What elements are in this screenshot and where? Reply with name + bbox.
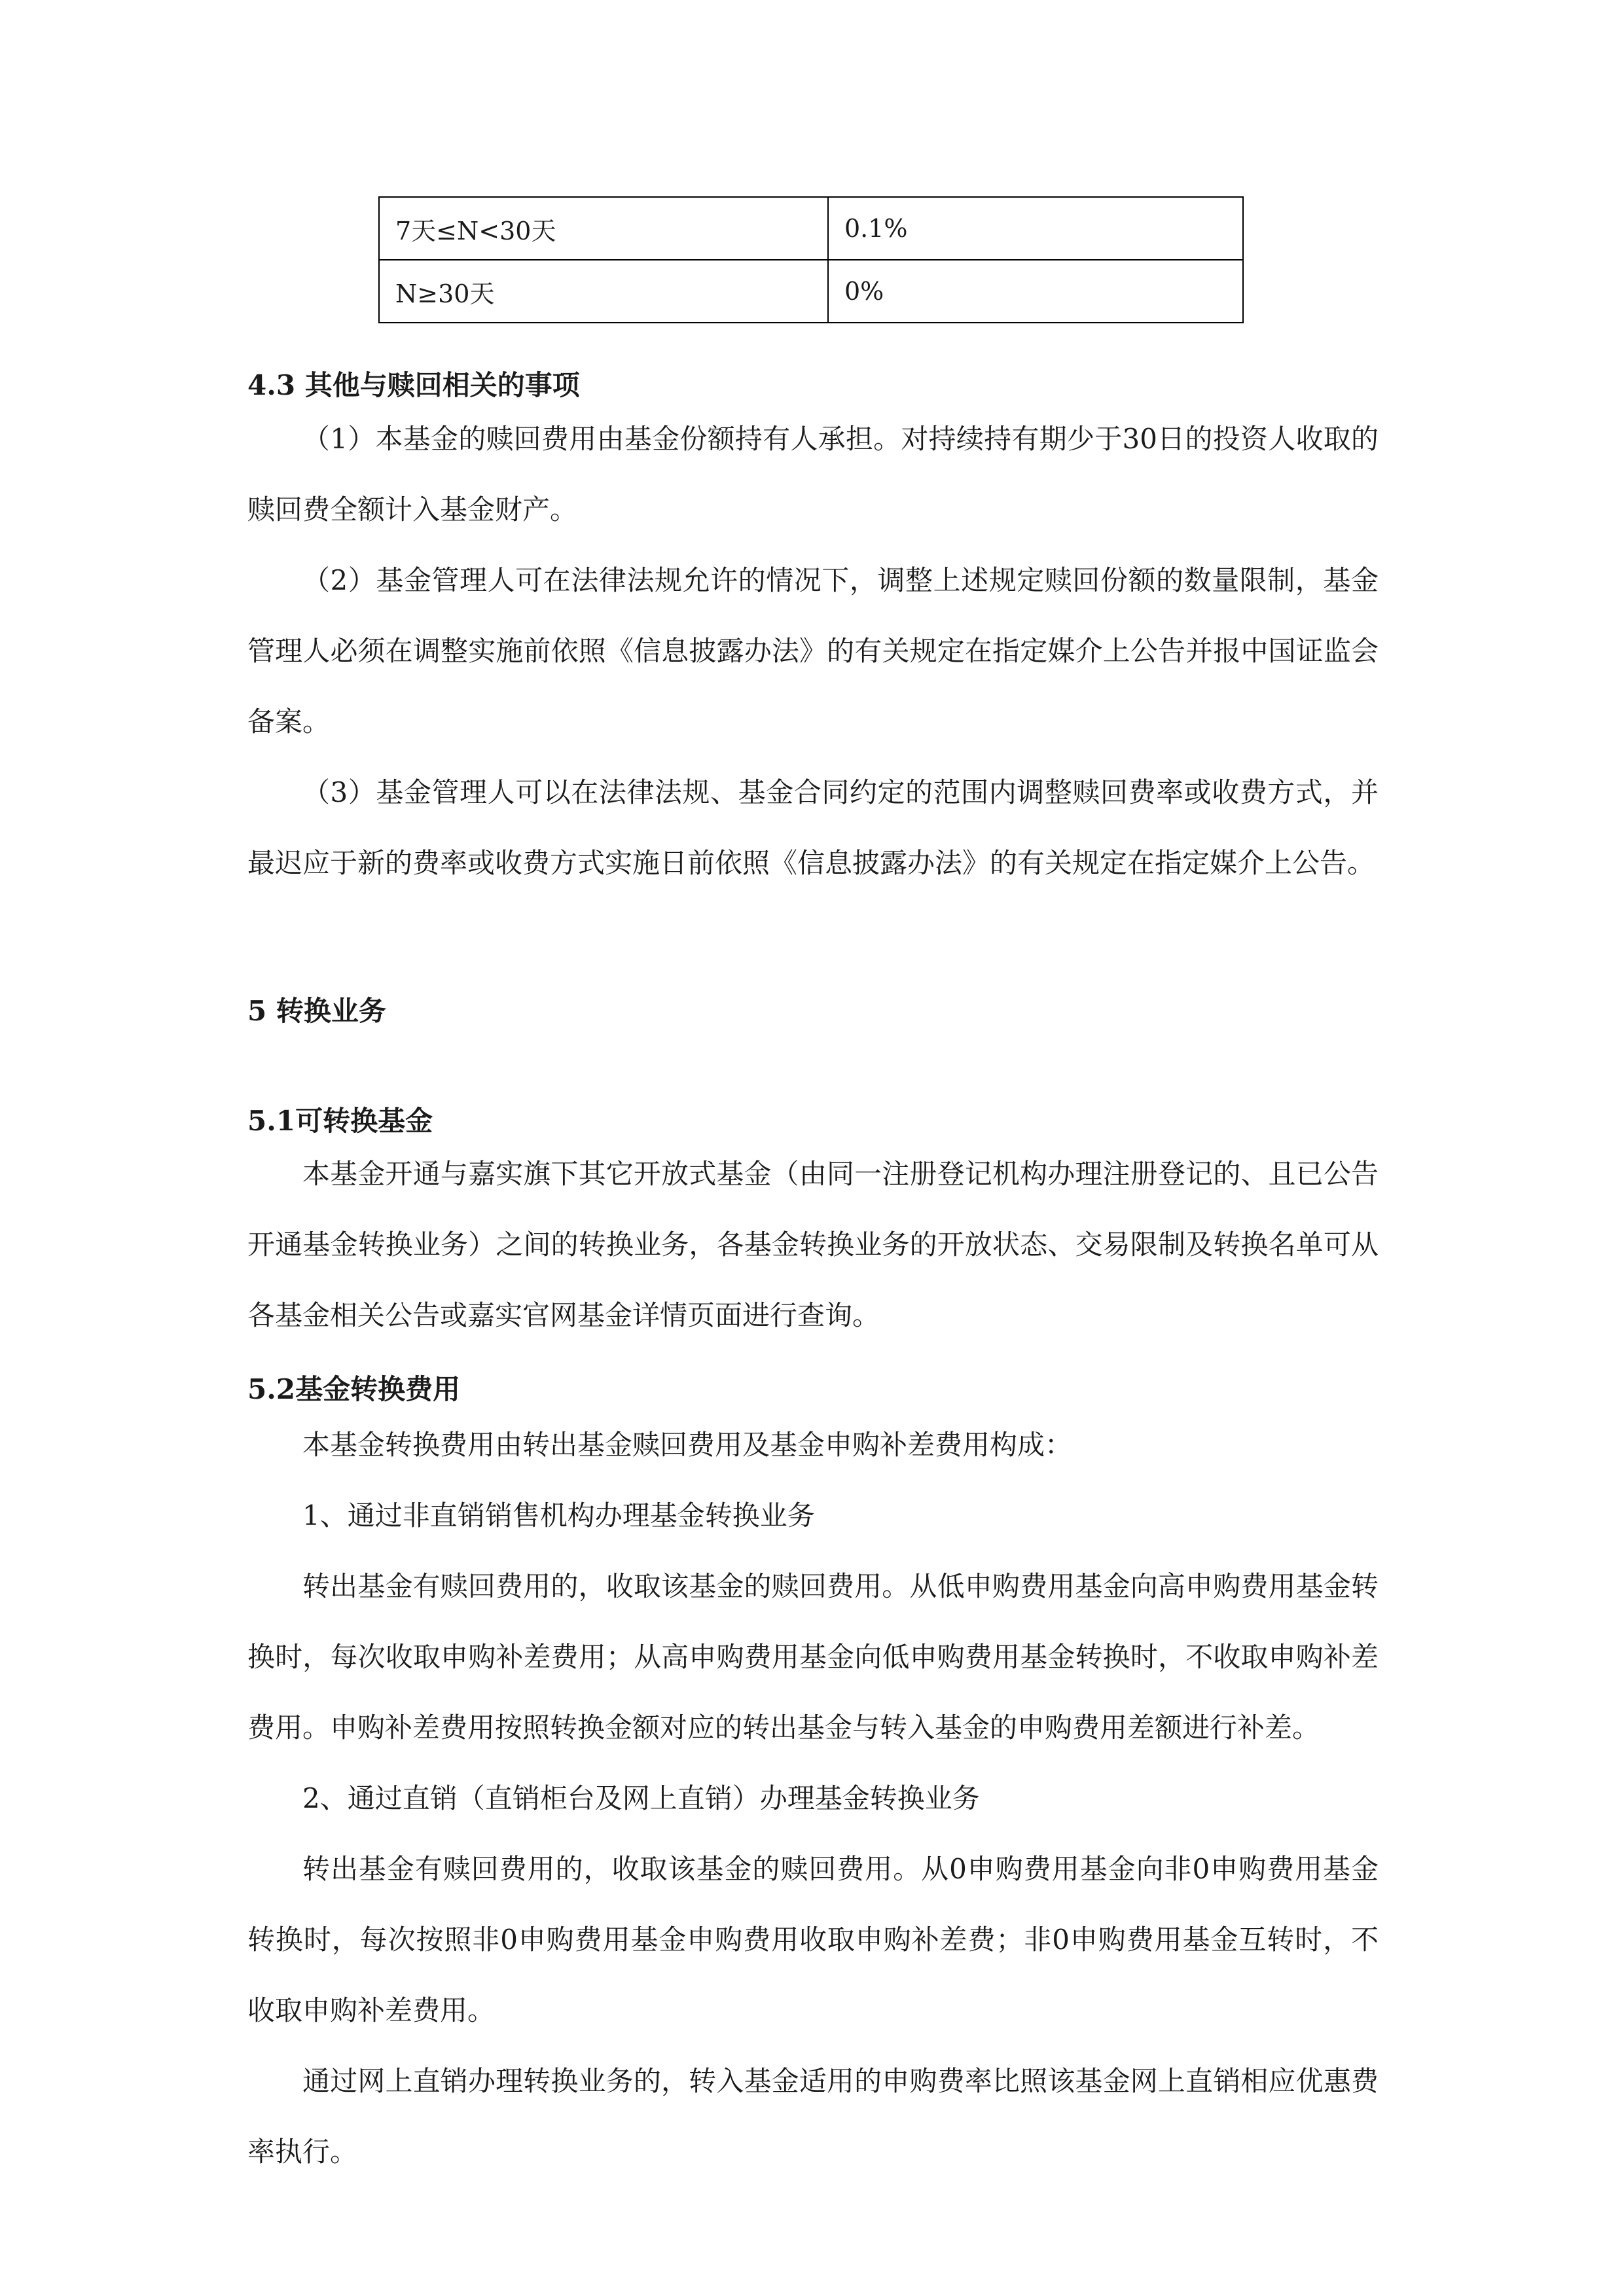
fee-rate-cell: 0.1% — [828, 197, 1243, 260]
table-row — [379, 260, 1243, 323]
section-5-2-paragraph-4: 通过网上直销办理转换业务的，转入基金适用的申购费率比照该基金网上直销相应优惠费率执行。 — [247, 2065, 1379, 2168]
section-4-3-paragraph-3: （3）基金管理人可以在法律法规、基金合同约定的范围内调整赎回费率或收费方式，并最迟应于新的费率或收费方式实施日前依照《信息披露办法》的有关规定在指定媒介上公告。 — [247, 776, 1379, 879]
section-5-2-heading: 5.2基金转换费用 — [247, 1373, 461, 1405]
section-5-1-heading: 5.1可转换基金 — [247, 1105, 433, 1137]
section-5-heading: 5 转换业务 — [247, 995, 386, 1027]
redemption-fee-table — [378, 196, 1244, 323]
holding-period-cell: 7天≤N<30天 — [379, 197, 828, 260]
section-4-3-heading: 4.3 其他与赎回相关的事项 — [247, 369, 580, 401]
section-4-3-paragraph-2: （2）基金管理人可在法律法规允许的情况下，调整上述规定赎回份额的数量限制，基金管理人必须在调整实施前依照《信息披露办法》的有关规定在指定媒介上公告并报中国证监会备案。 — [247, 564, 1379, 738]
section-4-3-paragraph-1: （1）本基金的赎回费用由基金份额持有人承担。对持续持有期少于30日的投资人收取的赎回费全额计入基金财产。 — [247, 423, 1379, 526]
section-5-2-paragraph-1: 本基金转换费用由转出基金赎回费用及基金申购补差费用构成： — [302, 1429, 1073, 1461]
section-5-1-paragraph: 本基金开通与嘉实旗下其它开放式基金（由同一注册登记机构办理注册登记的、且已公告开通基金转换业务）之间的转换业务，各基金转换业务的开放状态、交易限制及转换名单可从各基金相关公告或嘉实官网基金详情页面进行查询。 — [247, 1158, 1379, 1331]
section-5-2-item-2: 2、通过直销（直销柜台及网上直销）办理基金转换业务 — [302, 1782, 980, 1814]
fee-rate-cell: 0% — [828, 260, 1243, 323]
table-row — [379, 197, 1243, 260]
holding-period-cell: N≥30天 — [379, 260, 828, 323]
section-5-2-paragraph-2: 转出基金有赎回费用的，收取该基金的赎回费用。从低申购费用基金向高申购费用基金转换时，每次收取申购补差费用；从高申购费用基金向低申购费用基金转换时，不收取申购补差费用。申购补差费用按照转换金额对应的转出基金与转入基金的申购费用差额进行补差。 — [247, 1570, 1379, 1744]
section-5-2-item-1: 1、通过非直销销售机构办理基金转换业务 — [302, 1499, 815, 1532]
section-5-2-paragraph-3: 转出基金有赎回费用的，收取该基金的赎回费用。从0申购费用基金向非0申购费用基金转换时，每次按照非0申购费用基金申购费用收取申购补差费；非0申购费用基金互转时，不收取申购补差费用。 — [247, 1853, 1379, 2026]
